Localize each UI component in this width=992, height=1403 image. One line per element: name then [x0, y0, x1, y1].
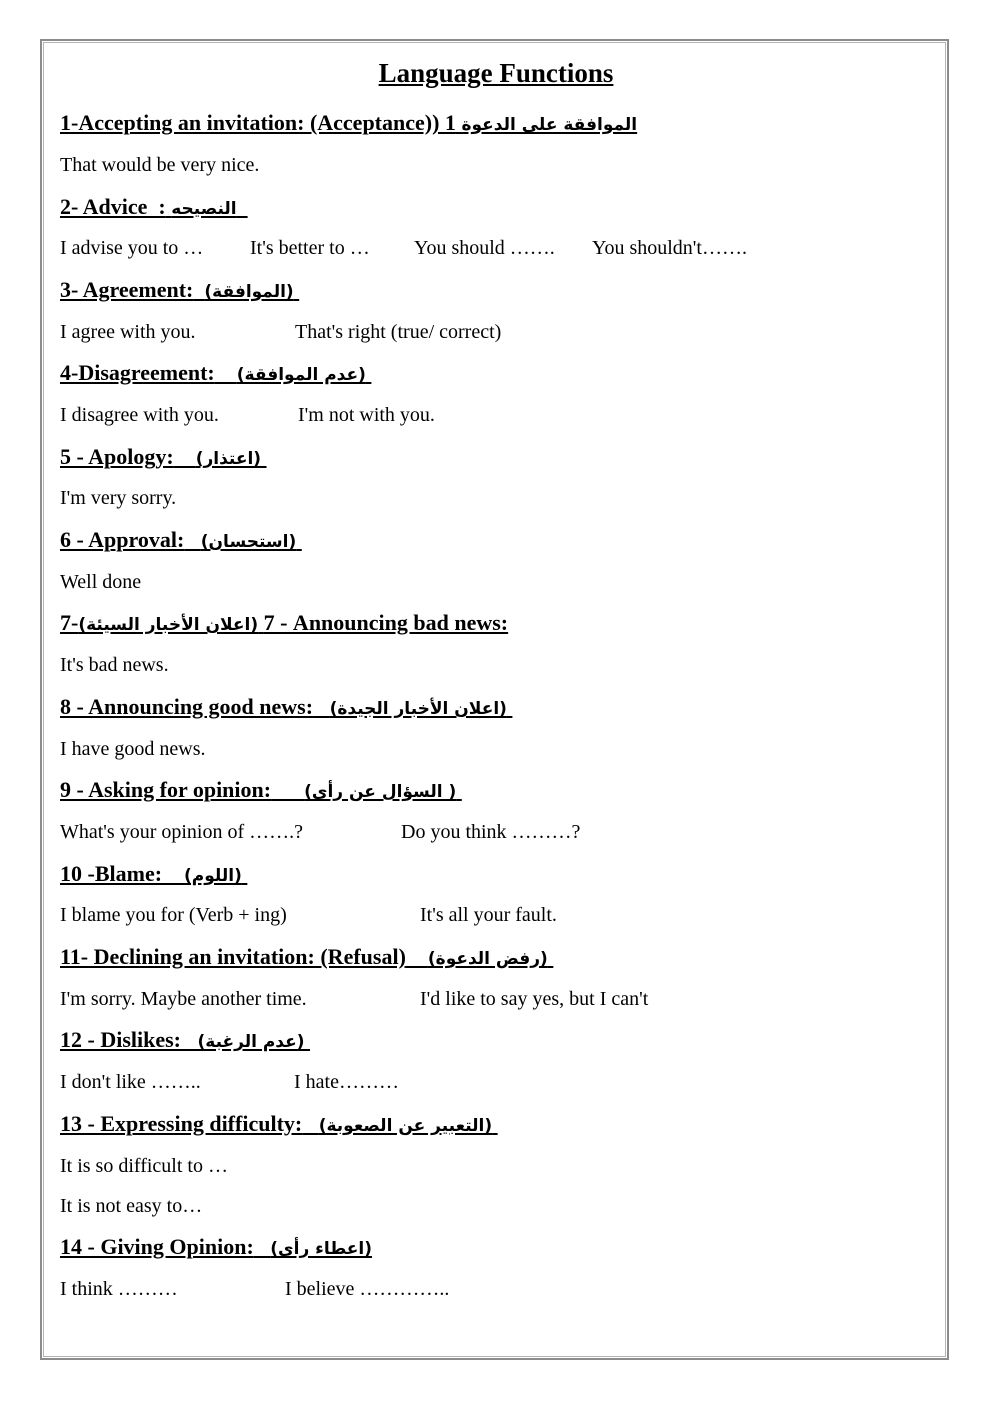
example-text: I'm not with you.: [298, 404, 435, 426]
heading-en: 9 - Asking for opinion:: [60, 777, 272, 802]
heading-en: 4-Disagreement:: [60, 360, 215, 385]
example-text: That's right (true/ correct): [295, 321, 502, 343]
heading-en: 7 - Announcing bad news:: [263, 610, 509, 635]
example-text: I hate………: [294, 1071, 399, 1093]
heading-en: 5 - Apology:: [60, 444, 174, 469]
heading-pre: 7-: [60, 610, 79, 635]
heading-disagreement: [60, 360, 371, 386]
heading-en: 12 - Dislikes:: [60, 1027, 181, 1052]
example-text: Well done: [60, 571, 142, 593]
heading-en: 14 - Giving Opinion:: [60, 1234, 254, 1259]
example-line: [60, 237, 747, 260]
example-line: [60, 404, 435, 427]
heading-en: 8 - Announcing good news:: [60, 694, 314, 719]
heading-advice: [60, 194, 248, 220]
heading-declining-invitation: [60, 944, 553, 970]
example-text: I agree with you.: [60, 321, 196, 343]
heading-ar: (رفض الدعوة): [427, 949, 548, 969]
example-line: [60, 1071, 399, 1094]
heading-giving-opinion: [60, 1234, 372, 1260]
example-line: [60, 154, 259, 177]
heading-apology: [60, 444, 267, 470]
example-line: [60, 1278, 449, 1301]
heading-ar: (عدم الموافقة): [236, 365, 366, 385]
example-text: What's your opinion of …….?: [60, 821, 304, 843]
example-text: It's better to …: [250, 237, 370, 259]
heading-ar: النصيحه: [171, 199, 237, 219]
example-text: I have good news.: [60, 738, 206, 760]
example-line: [60, 904, 557, 927]
example-line: [60, 988, 648, 1011]
example-text: It's all your fault.: [420, 904, 557, 926]
heading-ar: (استحسان): [200, 532, 297, 552]
example-line: [60, 821, 580, 844]
heading-en: 2- Advice :: [60, 194, 166, 219]
example-text: I'm very sorry.: [60, 487, 177, 509]
heading-bad-news: [60, 610, 508, 636]
example-text: You shouldn't…….: [592, 237, 747, 259]
heading-en: 3- Agreement:: [60, 277, 194, 302]
example-line: [60, 571, 141, 594]
heading-agreement: [60, 277, 299, 303]
heading-ar: (اعلان الأخبار السيئة): [78, 615, 259, 635]
page-title: Language Functions: [378, 58, 614, 88]
heading-ar: (عدم الرغبة): [197, 1032, 305, 1052]
heading-en: 13 - Expressing difficulty:: [60, 1111, 303, 1136]
example-text: Do you think ………?: [401, 821, 581, 843]
heading-ar: (اعتذار): [195, 449, 262, 469]
heading-ar: (اعطاء رأى): [270, 1239, 373, 1259]
example-text: I blame you for (Verb + ing): [60, 904, 287, 926]
example-line: [60, 487, 176, 510]
heading-en: 10 -Blame:: [60, 861, 163, 886]
example-line: [60, 321, 501, 344]
heading-expressing-difficulty: [60, 1111, 498, 1137]
example-text: I'd like to say yes, but I can't: [420, 988, 649, 1010]
example-text: It's bad news.: [60, 654, 169, 676]
heading-ar: (التعبير عن الصعوبة): [318, 1116, 493, 1136]
heading-blame: [60, 861, 247, 887]
heading-accepting-invitation: [60, 110, 637, 136]
heading-approval: [60, 527, 302, 553]
example-text: I don't like ……..: [60, 1071, 201, 1093]
heading-en: 11- Declining an invitation: (Refusal): [60, 944, 406, 969]
heading-ar: الموافقة على الدعوة: [461, 115, 638, 135]
example-text: That would be very nice.: [60, 154, 260, 176]
heading-ar: (الموافقة): [204, 282, 294, 302]
heading-en: 6 - Approval:: [60, 527, 185, 552]
example-line: [60, 654, 169, 677]
heading-dislikes: [60, 1027, 310, 1053]
example-text: It is so difficult to …: [60, 1155, 228, 1177]
example-line: [60, 738, 206, 761]
heading-ar: (اللوم): [184, 866, 242, 886]
heading-ar: (اعلان الأخبار الجيدة): [329, 699, 507, 719]
heading-good-news: [60, 694, 512, 720]
example-text: I think ………: [60, 1278, 178, 1300]
example-text: I advise you to …: [60, 237, 204, 259]
example-text: I believe …………..: [285, 1278, 450, 1300]
example-text: It is not easy to…: [60, 1195, 203, 1217]
example-line: [60, 1155, 228, 1178]
heading-en: 1-Accepting an invitation: (Acceptance)) 1: [60, 110, 456, 135]
example-text: You should …….: [414, 237, 555, 259]
heading-asking-opinion: [60, 777, 462, 803]
example-text: I disagree with you.: [60, 404, 219, 426]
example-text: I'm sorry. Maybe another time.: [60, 988, 307, 1010]
heading-ar: ( السؤال عن رأى): [304, 782, 457, 802]
example-line: [60, 1195, 202, 1218]
